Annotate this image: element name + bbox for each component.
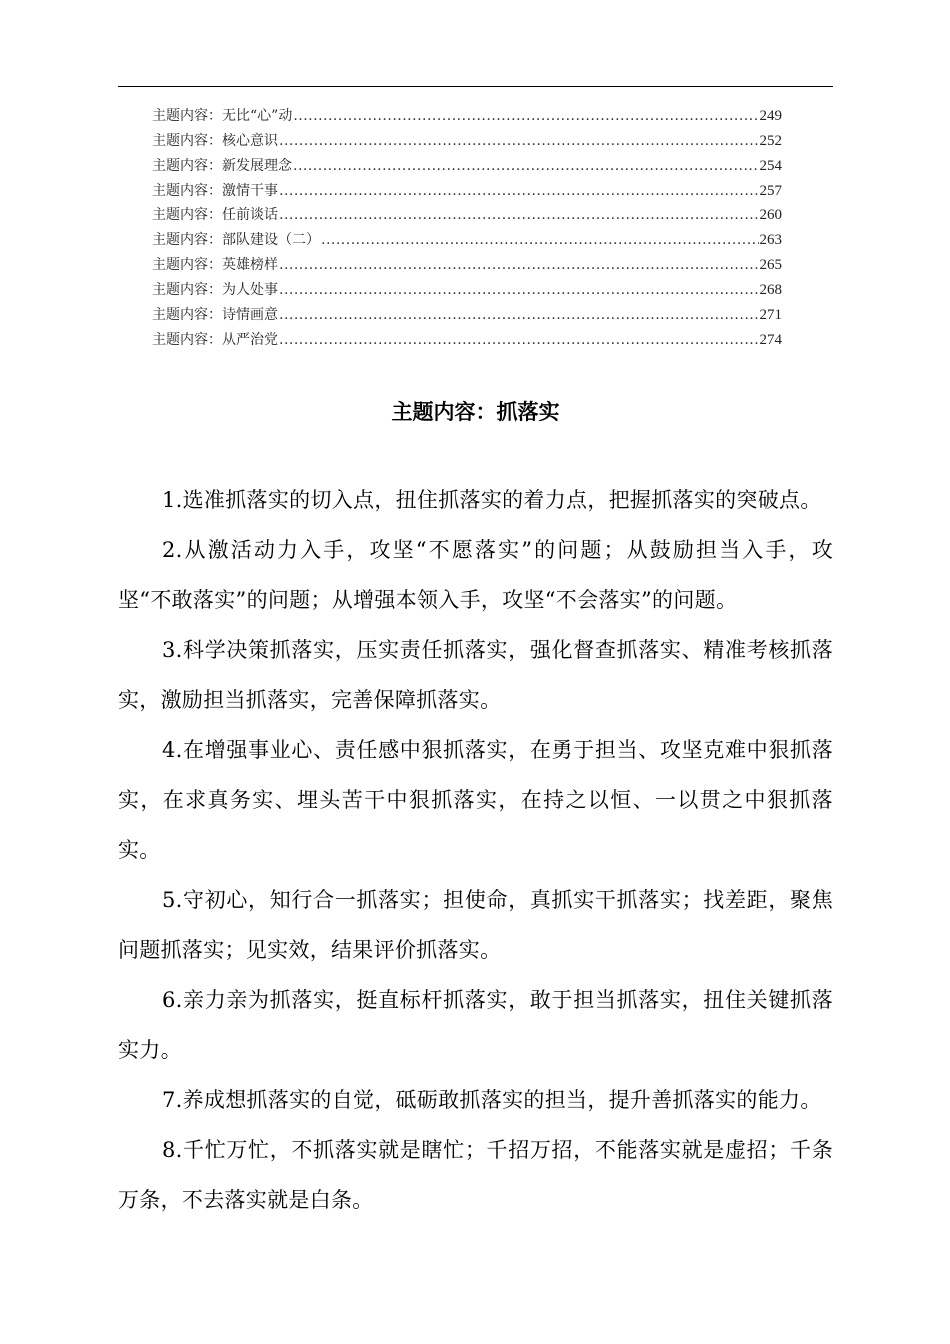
table-of-contents [152,100,782,349]
toc-entry-title: 主题内容：部队建设（二） [152,232,320,249]
body-paragraph: 4.在增强事业心、责任感中狠抓落实，在勇于担当、攻坚克难中狠抓落实，在求真务实、埋头苦干中狠抓落实，在持之以恒、一以贯之中狠抓落实。 [118,738,833,862]
toc-entry-page: 268 [759,282,782,299]
toc-entry-title: 主题内容：从严治党 [152,331,278,348]
toc-entry[interactable] [152,200,782,225]
toc-entry-title: 主题内容：新发展理念 [152,157,292,174]
toc-entry-title: 主题内容：激情干事 [152,182,278,199]
toc-entry[interactable] [152,100,782,125]
toc-entry-page: 254 [759,157,782,174]
toc-entry-page: 252 [759,132,782,149]
header-rule [118,86,833,87]
toc-leader-dots [279,256,759,274]
toc-entry[interactable] [152,175,782,200]
toc-entry-page: 260 [759,207,782,224]
toc-leader-dots [321,231,759,249]
section-body [118,475,833,1225]
toc-entry[interactable] [152,299,782,324]
toc-leader-dots [279,306,759,324]
toc-entry-title: 主题内容：英雄榜样 [152,257,278,274]
toc-entry[interactable] [152,224,782,249]
body-paragraph: 2.从激活动力入手，攻坚“不愿落实”的问题；从鼓励担当入手，攻坚“不敢落实”的问题；从增强本领入手，攻坚“不会落实”的问题。 [118,538,833,612]
toc-leader-dots [279,132,759,150]
toc-leader-dots [293,107,758,125]
toc-leader-dots [279,206,759,224]
body-paragraph: 7.养成想抓落实的自觉，砥砺敢抓落实的担当，提升善抓落实的能力。 [162,1088,822,1112]
toc-leader-dots [279,331,759,349]
body-paragraph: 3.科学决策抓落实，压实责任抓落实，强化督查抓落实、精准考核抓落实，激励担当抓落实，完善保障抓落实。 [118,638,833,712]
toc-entry[interactable] [152,324,782,349]
toc-entry-page: 257 [759,182,782,199]
toc-entry-title: 主题内容：为人处事 [152,282,278,299]
body-paragraph: 5.守初心，知行合一抓落实；担使命，真抓实干抓落实；找差距，聚焦问题抓落实；见实效，结果评价抓落实。 [118,888,833,962]
toc-entry-page: 271 [759,307,782,324]
toc-entry[interactable] [152,274,782,299]
toc-entry-page: 263 [759,232,782,249]
body-paragraph: 8.千忙万忙，不抓落实就是瞎忙；千招万招，不能落实就是虚招；千条万条，不去落实就是白条。 [118,1138,833,1212]
toc-entry-title: 主题内容：核心意识 [152,132,278,149]
toc-entry[interactable] [152,125,782,150]
toc-entry-title: 主题内容：诗情画意 [152,307,278,324]
toc-leader-dots [293,157,759,175]
toc-entry-title: 主题内容：任前谈话 [152,207,278,224]
toc-entry-page: 249 [759,107,782,124]
toc-entry-page: 265 [759,257,782,274]
toc-entry[interactable] [152,150,782,175]
toc-entry-title: 主题内容：无比“心”动 [152,107,293,124]
section-heading: 主题内容：抓落实 [391,400,560,425]
body-paragraph: 1.选准抓落实的切入点，扭住抓落实的着力点，把握抓落实的突破点。 [162,488,822,512]
toc-leader-dots [279,182,759,200]
toc-entry-page: 274 [759,331,782,348]
body-paragraph: 6.亲力亲为抓落实，挺直标杆抓落实，敢于担当抓落实，扭住关键抓落实力。 [118,988,833,1062]
toc-entry[interactable] [152,249,782,274]
toc-leader-dots [279,281,759,299]
